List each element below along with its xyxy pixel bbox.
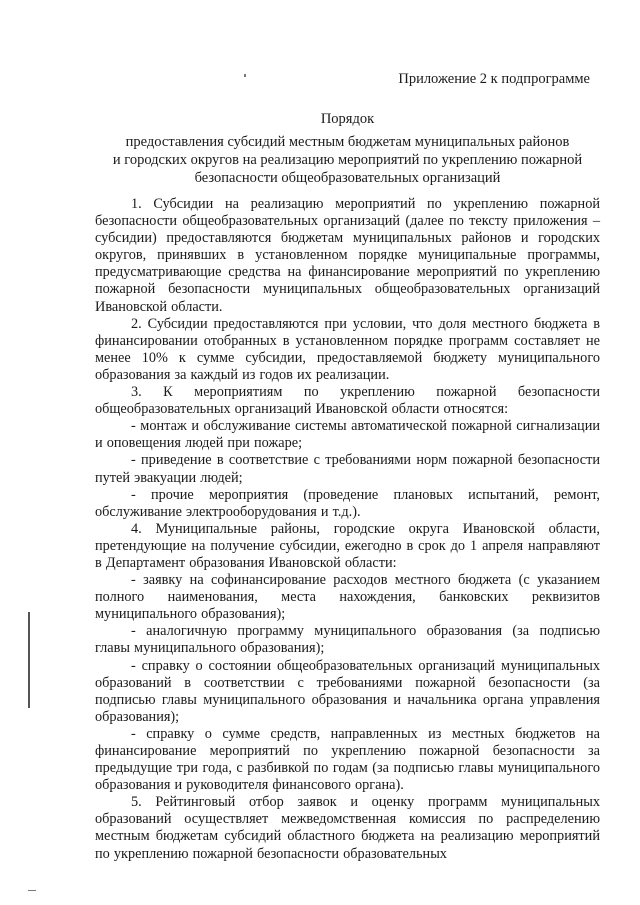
- scan-margin-dash: [28, 890, 36, 891]
- list-item: - аналогичную программу муниципального образования (за подписью главы муниципального образования);: [95, 623, 600, 657]
- document-title: [95, 110, 600, 187]
- list-item: - прочие мероприятия (проведение плановых испытаний, ремонт, обслуживание электрооборудования и т.д.).: [95, 486, 600, 520]
- paragraph-5: 5. Рейтинговый отбор заявок и оценку программ муниципальных образований осуществляет межведомственная комиссия по распределению местным бюджетам субсидий областного бюджета на реализацию мероприятий по укреплению пожарной безопасности образовательных: [95, 794, 600, 862]
- title-line: безопасности общеобразовательных организаций: [194, 170, 501, 186]
- list-item: - справку о состоянии общеобразовательных организаций муниципальных образований в соответствии с требованиями пожарной безопасности (за подписью главы муниципального образования и начальника органа управления образования);: [95, 657, 600, 725]
- list-item: - справку о сумме средств, направленных из местных бюджетов на финансирование мероприятий по укреплению пожарной безопасности за предыдущие три года, с разбивкой по годам (за подписью главы муниципального образования и руководителя финансового органа).: [95, 725, 600, 794]
- scan-margin-line: [28, 612, 30, 708]
- title-line: предоставления субсидий местным бюджетам муниципальных районов: [125, 134, 570, 150]
- scan-speck: [244, 74, 246, 77]
- paragraph-3: 3. К мероприятиям по укреплению пожарной безопасности общеобразовательных организаций Ивановской области относятся:: [95, 384, 600, 418]
- paragraph-4: 4. Муниципальные районы, городские округа Ивановской области, претендующие на получение субсидии, ежегодно в срок до 1 апреля направляют в Департамент образования Ивановской области:: [95, 520, 600, 571]
- annex-reference: Приложение 2 к подпрограмме: [398, 71, 590, 87]
- paragraph-2: 2. Субсидии предоставляются при условии, что доля местного бюджета в финансировании отобранных в установленном порядке программ составляет не менее 10% к сумме субсидии, предоставляемой бюджету муниципального образования за каждый из годов их реализации.: [95, 315, 600, 383]
- list-item: - монтаж и обслуживание системы автоматической пожарной сигнализации и оповещения людей при пожаре;: [95, 418, 600, 452]
- list-item: - заявку на софинансирование расходов местного бюджета (с указанием полного наименования, места нахождения, банковских реквизитов муниципального образования);: [95, 572, 600, 623]
- title-heading: Порядок: [320, 111, 375, 127]
- list-item: - приведение в соответствие с требованиями норм пожарной безопасности путей эвакуации людей;: [95, 452, 600, 486]
- title-line: и городских округов на реализацию мероприятий по укреплению пожарной: [112, 152, 583, 168]
- paragraph-1: 1. Субсидии на реализацию мероприятий по укреплению пожарной безопасности общеобразовательных организаций (далее по тексту приложения – субсидии) предоставляются бюджетам муниципальных районов и городских округов, принявших в установленном порядке муниципальные программы, предусматривающие средства на финансирование мероприятий по укреплению пожарной безопасности муниципальных общеобразовательных организаций Ивановской области.: [95, 196, 600, 315]
- document-body: [95, 196, 600, 863]
